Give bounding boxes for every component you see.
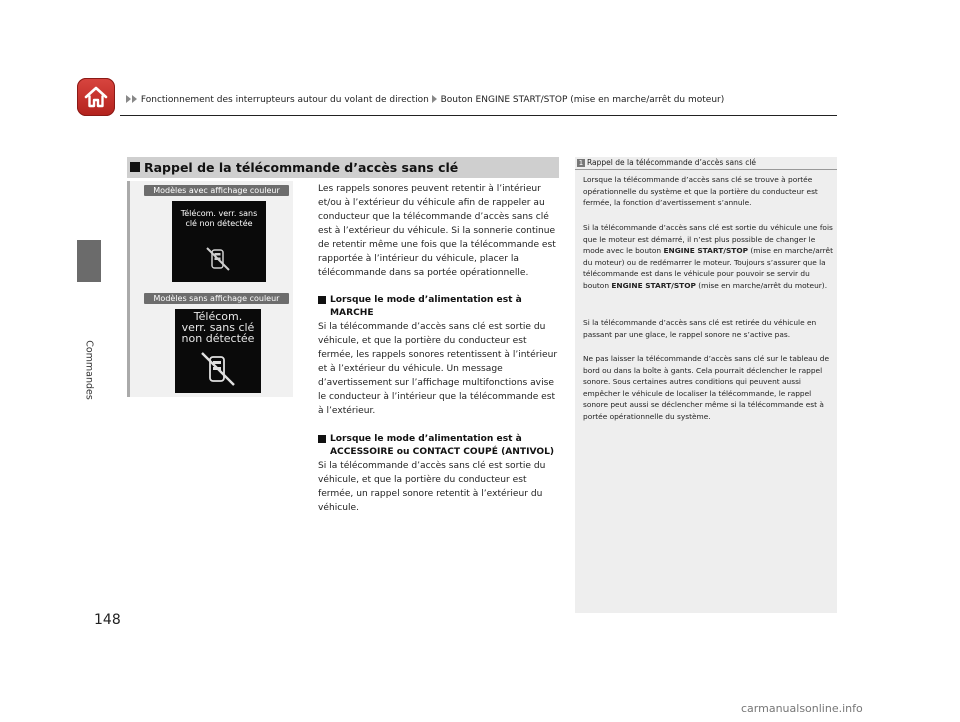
breadcrumb [126,95,724,105]
keyfob-crossed-icon [198,349,238,389]
figure-label-mono: Modèles sans affichage couleur [144,293,289,304]
chapter-tab[interactable] [77,240,101,282]
note-paragraph-3: Si la télécommande d’accès sans clé est retirée du véhicule en passant par une glace, le rappel sonore ne s’active pas. [583,318,817,339]
breadcrumb-link-2[interactable]: Bouton ENGINE START/STOP (mise en marche/arrêt du moteur) [440,95,725,105]
intro-paragraph: Les rappels sonores peuvent retentir à l’intérieur et/ou à l’extérieur du véhicule afin de rappeler au conducteur que la télécommande d’accès sans clé est à l’extérieur du véhicule. Si la sonnerie continue de retentir même une fois que la télécommande est rapportée à l’intérieur du véhicule, placer la télécommande dans sa portée opérationnelle. [318,184,556,278]
breadcrumb-arrow-icon [132,95,137,103]
screen-line-2: verr. sans clé [181,321,255,334]
figure-panel [127,181,293,397]
note-paragraph-4: Ne pas laisser la télécommande d’accès sans clé sur le tableau de bord ou dans la boîte à gants. Cela pourrait déclencher le rappel sonore. Sous certaines autres conditions qui peuvent aussi empêcher le véhicule de localiser la télécommande, le rappel sonore peut aussi se déclencher même si la télécommande est à portée opérationnelle du système. [583,354,829,421]
home-icon [83,84,109,110]
breadcrumb-arrow-icon [432,95,437,103]
watermark: carmanualsonline.info [741,702,863,715]
keyfob-crossed-icon [204,245,232,273]
section-title: Rappel de la télécommande d’accès sans clé [144,160,459,175]
note-panel [575,157,837,613]
section-square-icon [130,162,140,172]
section-heading [127,157,559,178]
color-display-screen [172,201,266,282]
header-rule [120,115,837,116]
subheading-acc-mode: Lorsque le mode d’alimentation est à ACCESSOIRE ou CONTACT COUPÉ (ANTIVOL) [330,433,560,459]
acc-mode-paragraph: Si la télécommande d’accès sans clé est sortie du véhicule, et que la portière du conducteur est fermée, un rappel sonore retentit à l’extérieur du véhicule. [318,461,546,513]
figure-label-color: Modèles avec affichage couleur [144,185,289,196]
breadcrumb-link-1[interactable]: Fonctionnement des interrupteurs autour du volant de direction [140,95,429,105]
note-marker: 1 [578,159,584,167]
note-rule [575,169,837,170]
on-mode-paragraph: Si la télécommande d’accès sans clé est sortie du véhicule, et que la portière du conducteur est fermée, les rappels sonores retentissent à l’intérieur et à l’extérieur du véhicule. Un message d’avertissement sur l’affichage multifonctions avise le conducteur à l’intérieur que la télécommande est à l’extérieur. [318,322,558,416]
screen-line-1: Télécom. [193,310,243,323]
screen-line-1: Télécom. verr. sans [180,209,258,218]
note-paragraph-1: Lorsque la télécommande d’accès sans clé se trouve à portée opérationnelle du système et que la portière du conducteur est fermée, la fonction d’avertissement s’annule. [583,175,818,208]
mono-display-screen [175,309,261,393]
breadcrumb-arrow-icon [126,95,131,103]
screen-line-2: clé non détectée [185,219,253,228]
page-number: 148 [94,612,121,628]
bullet-square-icon [318,296,326,304]
note-paragraph-2: Si la télécommande d’accès sans clé est sortie du véhicule une fois que le moteur est démarré, il n’est plus possible de changer le mode avec le bouton ENGINE START/STOP (mise en marche/arrêt du moteur) ou de redémarrer le moteur. Toujours s’assurer que la télécommande est dans le véhicule pour pouvoir se servir du bouton ENGINE START/STOP (mise en marche/arrêt du moteur). [583,223,833,290]
home-button[interactable] [77,78,115,116]
subheading-on-mode: Lorsque le mode d’alimentation est à MARCHE [330,294,558,320]
chapter-label: Commandes [83,340,95,400]
screen-line-3: non détectée [181,332,255,345]
note-title: 1 Rappel de la télécommande d’accès sans clé [578,158,757,167]
bullet-square-icon [318,435,326,443]
